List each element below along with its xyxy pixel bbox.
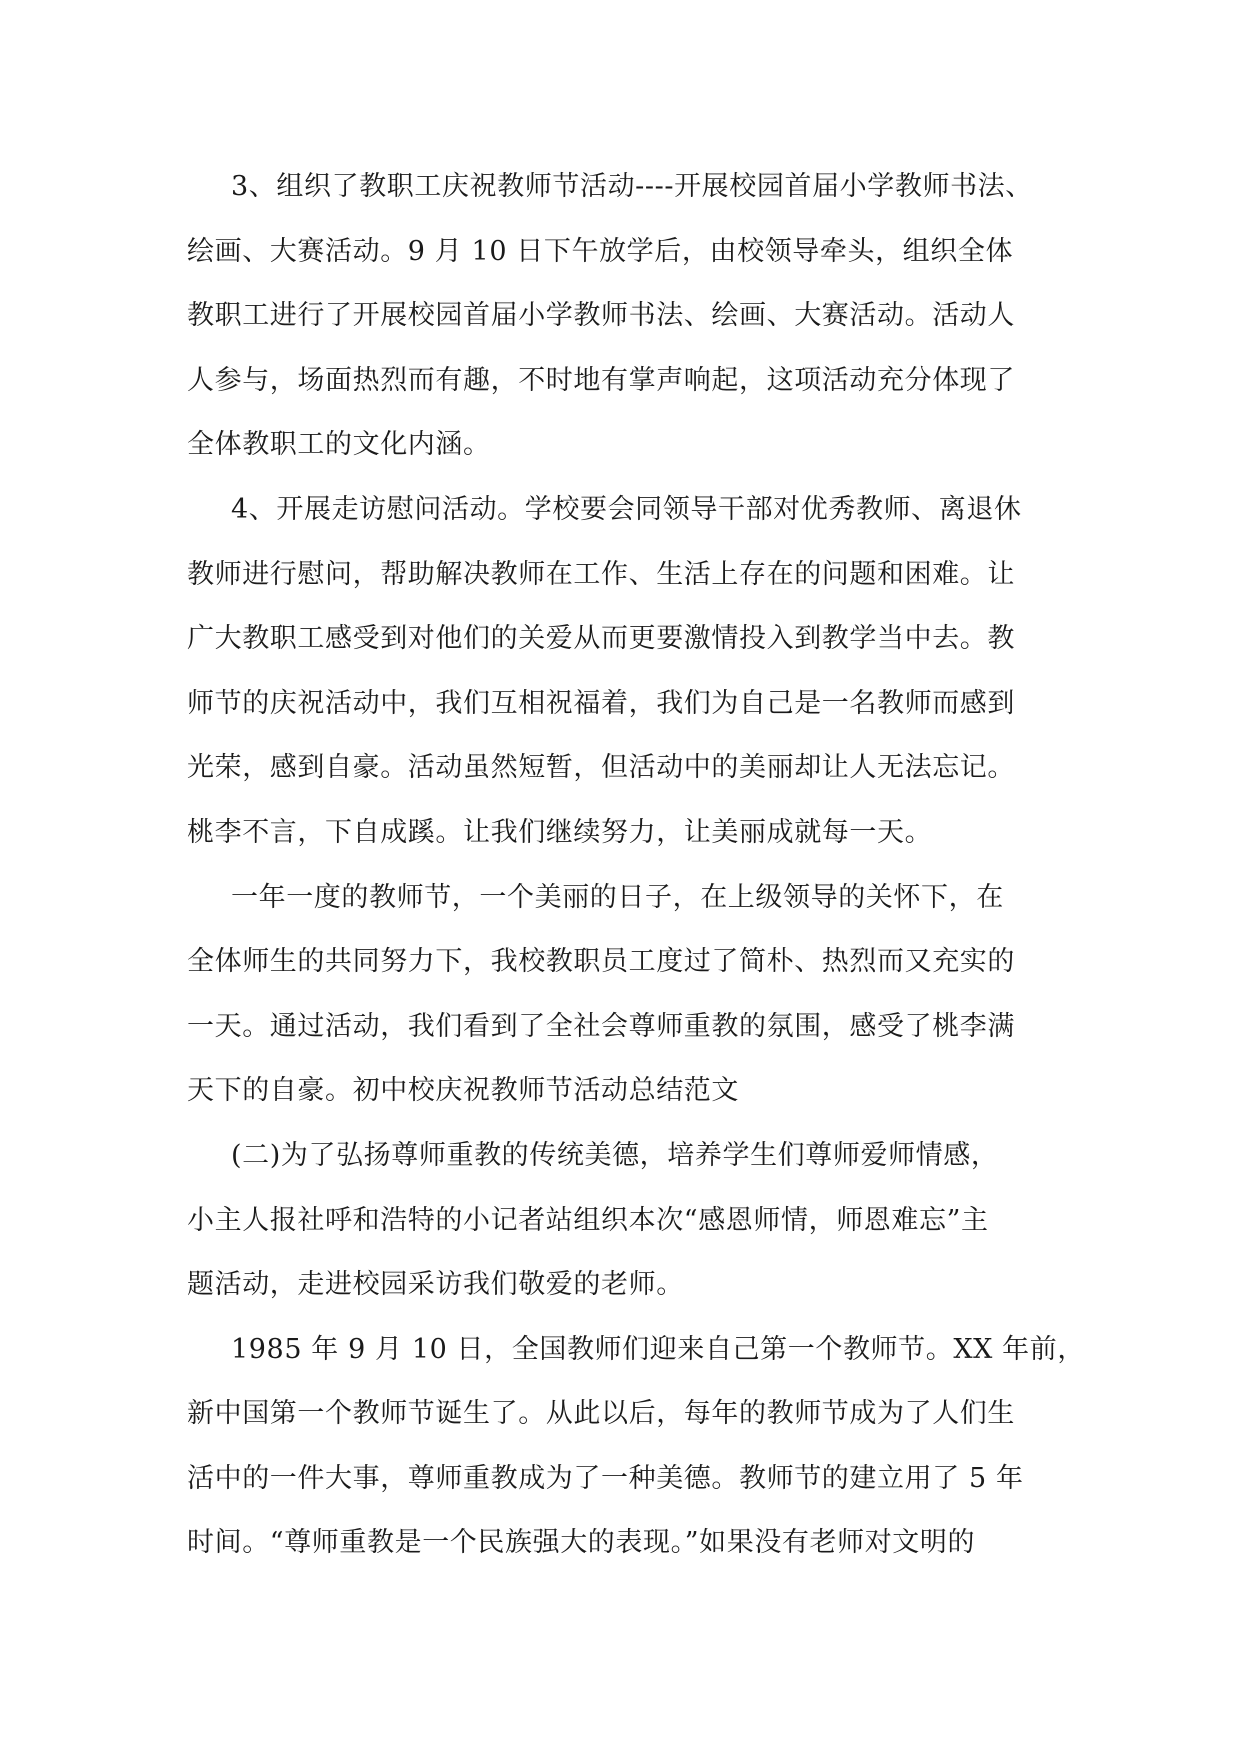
text-line: 教师进行慰问，帮助解决教师在工作、生活上存在的问题和困难。让 xyxy=(187,558,1015,590)
text-line: 桃李不言，下自成蹊。让我们继续努力，让美丽成就每一天。 xyxy=(187,816,933,848)
text-line: 3、组织了教职工庆祝教师节活动----开展校园首届小学教师书法、 xyxy=(231,171,1033,202)
text-line: 1985 年 9 月 10 日，全国教师们迎来自己第一个教师节。XX 年前， xyxy=(231,1333,1085,1365)
text-line: 一年一度的教师节，一个美丽的日子，在上级领导的关怀下，在 xyxy=(231,881,1004,913)
text-line: 师节的庆祝活动中，我们互相祝福着，我们为自己是一名教师而感到 xyxy=(187,687,1015,719)
text-line: 人参与，场面热烈而有趣，不时地有掌声响起，这项活动充分体现了 xyxy=(187,364,1015,396)
text-line: 全体师生的共同努力下，我校教职员工度过了简朴、热烈而又充实的 xyxy=(187,946,1015,978)
text-line: 时间。“尊师重教是一个民族强大的表现。”如果没有老师对文明的 xyxy=(187,1527,976,1559)
document-body xyxy=(187,155,1085,1576)
text-line: 小主人报社呼和浩特的小记者站组织本次“感恩师情，师恩难忘”主 xyxy=(187,1204,989,1236)
text-line: 全体教职工的文化内涵。 xyxy=(187,429,491,461)
text-line: 光荣，感到自豪。活动虽然短暂，但活动中的美丽却让人无法忘记。 xyxy=(187,752,1015,784)
text-line: 题活动，走进校园采访我们敬爱的老师。 xyxy=(187,1269,684,1301)
text-line: 4、开展走访慰问活动。学校要会同领导干部对优秀教师、离退休 xyxy=(231,493,1022,525)
text-line: 活中的一件大事，尊师重教成为了一种美德。教师节的建立用了 5 年 xyxy=(187,1462,1024,1494)
text-line: 新中国第一个教师节诞生了。从此以后，每年的教师节成为了人们生 xyxy=(187,1398,1015,1430)
text-line: 广大教职工感受到对他们的关爱从而更要激情投入到教学当中去。教 xyxy=(187,623,1015,655)
text-line: 教职工进行了开展校园首届小学教师书法、绘画、大赛活动。活动人 xyxy=(187,300,1015,332)
text-line: 绘画、大赛活动。9 月 10 日下午放学后，由校领导牵头，组织全体 xyxy=(187,235,1014,267)
text-line: (二)为了弘扬尊师重教的传统美德，培养学生们尊师爱师情感， xyxy=(231,1139,999,1171)
text-line: 一天。通过活动，我们看到了全社会尊师重教的氛围，感受了桃李满 xyxy=(187,1010,1015,1042)
text-line: 天下的自豪。初中校庆祝教师节活动总结范文 xyxy=(187,1075,739,1107)
